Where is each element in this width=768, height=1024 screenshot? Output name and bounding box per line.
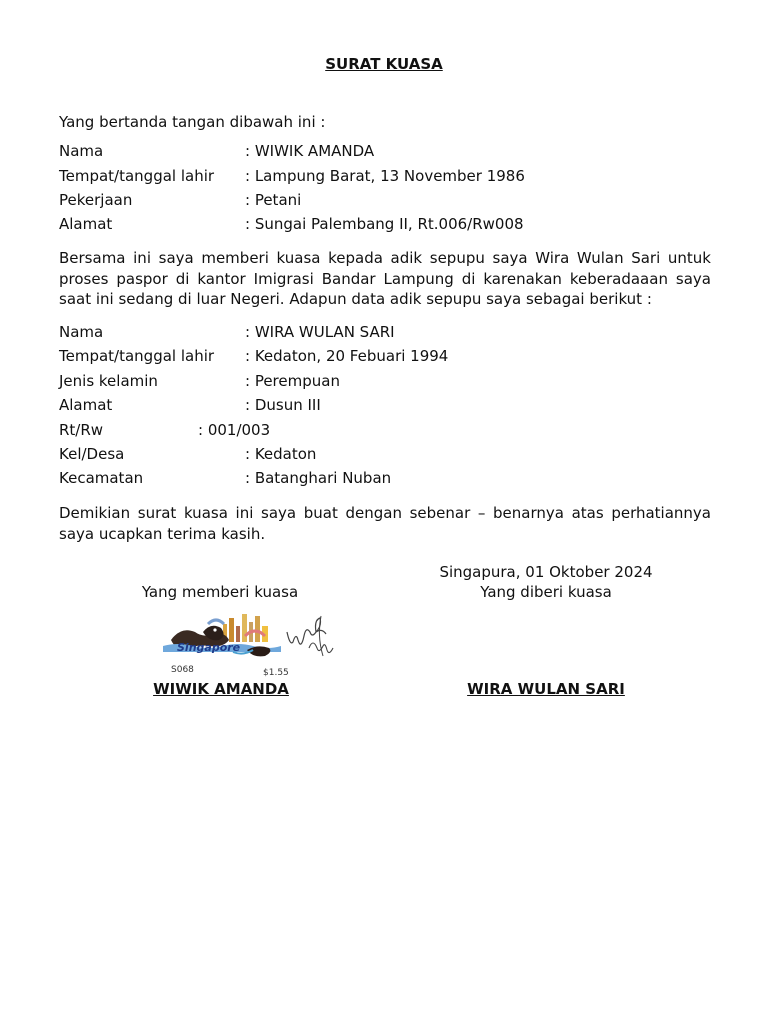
grantor-signature-name: WIWIK AMANDA — [153, 680, 289, 698]
grantor-name-label: Nama — [59, 142, 104, 160]
grantor-caption: Yang memberi kuasa — [141, 583, 299, 601]
grantor-address-label: Alamat — [59, 215, 113, 233]
singapore-stamp-with-signature — [163, 606, 338, 680]
grantee-birth-value: : Kedaton, 20 Febuari 1994 — [245, 347, 449, 365]
grantee-village-value: : Kedaton — [245, 445, 317, 463]
grantee-birth-label: Tempat/tanggal lahir — [59, 347, 215, 365]
grantor-job-value: : Petani — [245, 191, 302, 209]
grantor-address-value: : Sungai Palembang II, Rt.006/Rw008 — [245, 215, 524, 233]
grantee-rtrw-label: Rt/Rw — [59, 421, 104, 439]
body-paragraph: Bersama ini saya memberi kuasa kepada adik sepupu saya Wira Wulan Sari untuk proses paspor di kantor Imigrasi Bandar Lampung di karenakan keberadaaan saya saat ini sedang di luar Negeri. Adapun data adik sepupu saya sebagai berikut : — [59, 249, 711, 308]
document-title: SURAT KUASA — [325, 55, 443, 73]
grantee-caption: Yang diberi kuasa — [480, 583, 612, 601]
grantee-rtrw-value: : 001/003 — [198, 421, 271, 439]
svg-text:Singapore: Singapore — [177, 641, 241, 654]
place-date: Singapura, 01 Oktober 2024 — [439, 563, 653, 581]
grantor-birth-value: : Lampung Barat, 13 November 1986 — [245, 167, 525, 185]
svg-text:S068: S068 — [171, 665, 194, 675]
intro-text: Yang bertanda tangan dibawah ini : — [59, 113, 326, 131]
grantor-job-label: Pekerjaan — [59, 191, 133, 209]
grantee-district-value: : Batanghari Nuban — [245, 469, 392, 487]
grantee-district-label: Kecamatan — [59, 469, 144, 487]
svg-text:$1.55: $1.55 — [263, 668, 289, 678]
closing-paragraph: Demikian surat kuasa ini saya buat dengan sebenar – benarnya atas perhatiannya saya ucapkan terima kasih. — [59, 504, 711, 543]
grantee-name-value: : WIRA WULAN SARI — [245, 323, 395, 341]
grantee-signature-name: WIRA WULAN SARI — [467, 680, 625, 698]
grantee-address-label: Alamat — [59, 396, 113, 414]
grantee-address-value: : Dusun III — [245, 396, 321, 414]
grantee-gender-label: Jenis kelamin — [59, 372, 158, 390]
grantee-village-label: Kel/Desa — [59, 445, 125, 463]
grantee-name-label: Nama — [59, 323, 104, 341]
grantee-gender-value: : Perempuan — [245, 372, 340, 390]
grantor-name-value: : WIWIK AMANDA — [245, 142, 375, 160]
grantor-birth-label: Tempat/tanggal lahir — [59, 167, 215, 185]
